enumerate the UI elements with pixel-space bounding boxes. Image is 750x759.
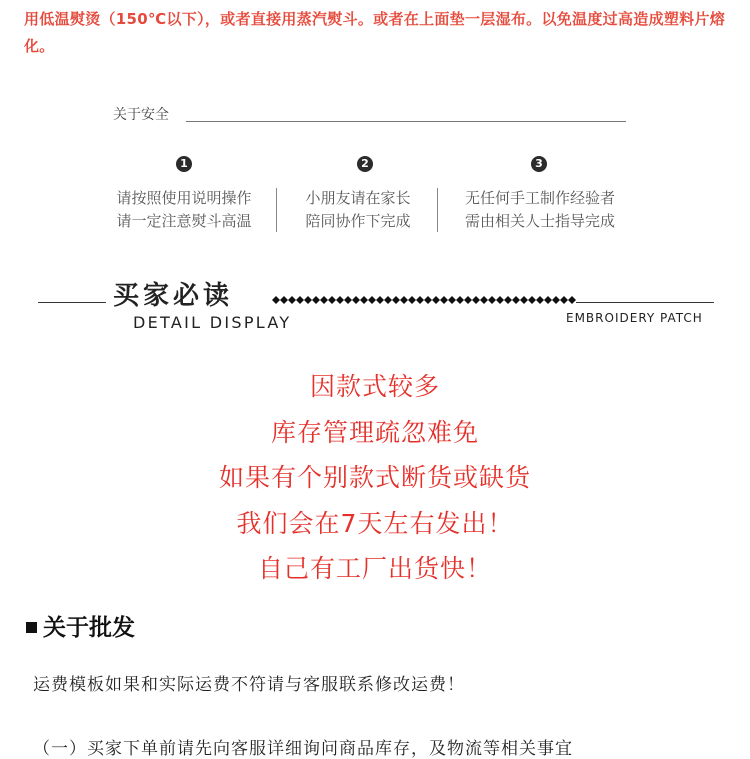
diamond-ornament: [464, 296, 472, 304]
square-bullet-icon: [26, 622, 37, 633]
wholesale-shipping-note: 运费模板如果和实际运费不符请与客服联系修改运费！: [33, 675, 465, 695]
diamond-ornament: [488, 296, 496, 304]
diamond-ornament: [520, 296, 528, 304]
diamond-ornament: [440, 296, 448, 304]
stock-notice-line: 因款式较多: [309, 372, 440, 401]
stock-notice-line: 我们会在7天左右发出！: [236, 508, 514, 538]
stock-notice: [0, 364, 750, 592]
step-1-number-icon: 1: [176, 156, 192, 172]
diamond-ornament: [528, 296, 536, 304]
safety-item-3: [449, 187, 631, 233]
safety-item-2-line1: 小朋友请在家长: [305, 189, 411, 207]
wholesale-item-1: （一）买家下单前请先向客服详细询问商品库存，及物流等相关事宜: [33, 739, 573, 759]
wholesale-title: [26, 609, 135, 642]
stock-notice-line: 如果有个别款式断货或缺货: [218, 463, 531, 492]
diamond-ornament: [552, 296, 560, 304]
diamond-ornament: [304, 296, 312, 304]
diamond-ornament: [456, 296, 464, 304]
diamond-ornament: [504, 296, 512, 304]
header-rule-right: [576, 302, 714, 303]
diamond-ornament: [272, 296, 280, 304]
step-3-number-icon: 3: [531, 156, 547, 172]
safety-item-2: [283, 187, 433, 233]
diamond-chain-ornament: [272, 293, 576, 307]
safety-item-3-line1: 无任何手工制作经验者: [464, 189, 615, 207]
diamond-ornament: [408, 296, 416, 304]
safety-item-1: [94, 187, 274, 233]
diamond-ornament: [368, 296, 376, 304]
diamond-ornament: [560, 296, 568, 304]
diamond-ornament: [280, 296, 288, 304]
safety-item-1-line1: 请按照使用说明操作: [116, 189, 252, 207]
diamond-ornament: [376, 296, 384, 304]
safety-title: 关于安全: [113, 107, 169, 123]
diamond-ornament: [568, 296, 576, 304]
diamond-ornament: [544, 296, 552, 304]
diamond-ornament: [432, 296, 440, 304]
diamond-ornament: [392, 296, 400, 304]
diamond-ornament: [296, 296, 304, 304]
wholesale-title-text: 关于批发: [43, 615, 135, 641]
step-2-number-icon: 2: [357, 156, 373, 172]
safety-item-2-line2: 陪同协作下完成: [305, 212, 411, 230]
safety-separator: [437, 188, 438, 232]
safety-separator: [276, 188, 277, 232]
stock-notice-line: 库存管理疏忽难免: [270, 417, 479, 447]
diamond-ornament: [312, 296, 320, 304]
top-notice: 用低温熨烫（150℃以下），或者直接用蒸汽熨斗。或者在上面垫一层湿布。以免温度过高造成塑料片熔化。: [24, 10, 726, 55]
diamond-ornament: [448, 296, 456, 304]
safety-item-1-line2: 请一定注意熨斗高温: [116, 212, 252, 230]
diamond-ornament: [336, 296, 344, 304]
diamond-ornament: [472, 296, 480, 304]
diamond-ornament: [344, 296, 352, 304]
must-read-subtitle: DETAIL DISPLAY: [133, 313, 292, 332]
diamond-ornament: [416, 296, 424, 304]
diamond-ornament: [288, 296, 296, 304]
diamond-ornament: [496, 296, 504, 304]
diamond-ornament: [352, 296, 360, 304]
diamond-ornament: [384, 296, 392, 304]
diamond-ornament: [320, 296, 328, 304]
diamond-ornament: [424, 296, 432, 304]
safety-divider: [186, 121, 626, 122]
diamond-ornament: [328, 296, 336, 304]
safety-item-3-line2: 需由相关人士指导完成: [464, 212, 615, 230]
stock-notice-line: 自己有工厂出货快！: [257, 554, 492, 583]
diamond-ornament: [480, 296, 488, 304]
must-read-subtitle-right: EMBROIDERY PATCH: [566, 311, 703, 325]
diamond-ornament: [360, 296, 368, 304]
diamond-ornament: [536, 296, 544, 304]
diamond-ornament: [400, 296, 408, 304]
diamond-ornament: [512, 296, 520, 304]
must-read-title: 买家必读: [113, 281, 234, 311]
header-rule-left: [38, 302, 106, 303]
